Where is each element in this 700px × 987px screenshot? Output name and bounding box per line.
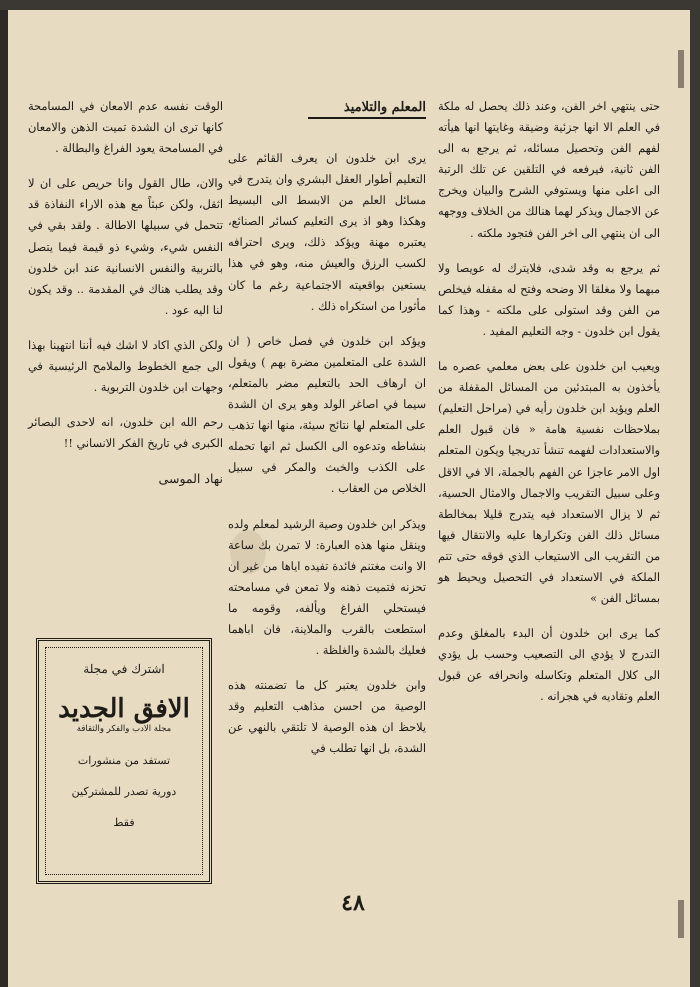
paragraph: وابن خلدون يعتبر كل ما تضمنته هذه الوصية من احسن مذاهب التعليم وقد يلاحظ ان هذه الوصية لا تلتقي بالنهي عن الشدة، بل انها تطلب في: [228, 679, 426, 756]
advert-tagline: مجلة الادب والفكر والثقافة: [76, 724, 172, 734]
author-signature: نهاد الموسى: [158, 471, 223, 487]
subscription-advert: [36, 638, 212, 884]
paragraph: كما يرى ابن خلدون أن البدء بالمغلق وعدم التدرج لا يؤدي الى التصعيب وحسب بل يؤدي الى كلال المتعلم وتكاسله وانحرافه عن قبول العلم وتقاديه في هجرانه .: [438, 627, 660, 704]
article-column-left: [28, 96, 223, 490]
paragraph: ولكن الذي اكاد لا اشك فيه أننا انتهينا بهذا الى جمع الخطوط والملامح الرئيسية في وجهات ابن خلدون التربوية .: [28, 338, 223, 395]
advert-subscribe: اشترك في مجلة: [83, 662, 165, 676]
paragraph: ويؤكد ابن خلدون في فصل خاص ( ان الشدة على المتعلمين مضرة بهم ) ويقول ان ارهاف الحد بالتعليم مضر بالمتعلم، سيما في اصاغر الولد وهو يرى ان الشدة على المتعلم لها نتائج سيئة، منها انها تذهب بنشاطه وتدعوه الى الكسل ثم انها تحمله على الكذب والخبث والمكر في سبيل الخلاص من العقاب .: [228, 334, 426, 496]
paragraph: حتى ينتهي اخر الفن، وعند ذلك يحصل له ملكة في العلم الا انها جزئية وضيقة وغايتها انها هيأته لفهم الفن وتحصيل مسائله، ثم يرجع به الى الفن ثانية، فيرفعه في التلقين عن تلك الرتبة الى اعلى منها ويستوفي الشرح والبيان ويخرج عن الاجمال ويذكر لهما هنالك من الخلاف ووجهه الى ان ينتهي الى اخر الفن فتجود ملكته .: [438, 100, 660, 240]
paragraph: يرى ابن خلدون ان يعرف القائم على التعليم أطوار العقل البشري وان يتدرج في مسائل العلم من الابسط الى البسيط وهكذا وهو اذ يرى التعليم كسائر الصنائع، يعتبره مهنة ويؤكد ذلك، ويرى احترافه لكسب الرزق والعيش منه، وهو في هذا يستعين بواقعيته الاجتماعية رغم ما كان مأثورا من استكراه ذلك .: [228, 152, 426, 313]
page-number: ٤٨: [341, 890, 365, 916]
advert-line: فقط: [113, 816, 135, 829]
paragraph: الوقت نفسه عدم الامعان في المسامحة كانها ترى ان الشدة تميت الذهن والامعان في المسامحة يعود الفراغ والبطالة .: [28, 100, 223, 156]
magazine-page: [0, 10, 690, 987]
paragraph: ثم يرجع به وقد شدى، فلايترك له عويصا ولا مبهما ولا مغلقا الا وضحه وفتح له مقفله فيخلص من الفن وقد استولى على ملكته - وهذا كما يقول ابن خلدون - وجه التعليم المفيد .: [438, 261, 660, 338]
advert-line: دورية تصدر للمشتركين: [71, 785, 177, 798]
advert-title: الافق الجديد: [58, 694, 190, 724]
paragraph: ويعيب ابن خلدون على بعض معلمي عصره ما يأخذون به المبتدئين من المسائل المقفلة من العلم ويؤيد ابن خلدون رأيه في (مراحل التعليم) بملاحظات نفسية هامة « فان قبول العلم والاستعدادات لفهمه تنشأ تدريجيا ويكون المتعلم اول الامر عاجزا عن الفهم بالجملة، الا في الاقل وعلى سبيل التقريب والاجمال والامثال الحسية، ثم لا يزال الاستعداد فيه يتدرج قليلا بمخالطة مسائل ذلك الفن وتكرارها عليه والانتقال فيها من التقريب الى الاستيعاب الذي فوقه حتى تتم الملكة في الاستعداد في التحصيل ويحيط هو بمسائل الفن »: [438, 360, 660, 606]
article-column-right: [438, 96, 660, 722]
paragraph: والان، طال القول وانا حريص على ان لا اثقل، ولكن عبثاً مع هذه الاراء النفاذة قد تتحمل في سبيلها الاطالة . ولقد بقي في النفس شيء، وشيء ذو قيمة فيما يتصل بالتربية والنفس الانسانية عند ابن خلدون وقد يطلب هناك في المقدمة .. وقد يكون لنا اليه عود .: [28, 177, 223, 317]
article-column-middle: [228, 148, 426, 774]
staple: [678, 50, 684, 88]
article-heading: المعلم والتلاميذ: [308, 100, 426, 119]
paragraph: رحم الله ابن خلدون، انه لاحدى البصائر الكبرى في تاريخ الفكر الانساني !!: [28, 416, 223, 451]
advert-line: تستفد من منشورات: [77, 754, 171, 767]
staple: [678, 900, 684, 938]
paragraph: ويذكر ابن خلدون وصية الرشيد لمعلم ولده وينقل منها هذه العبارة: لا تمرن بك ساعة الا وانت مغتنم فائدة تفيده اياها من غير ان تحزنه فتميت ذهنه ولا تمعن في مسامحته فيستحلي الفراغ ويألفه، وقومه ما استطعت بالقرب والملاينة، فان اباهما فعليك بالشدة والغلظة .: [228, 517, 426, 658]
